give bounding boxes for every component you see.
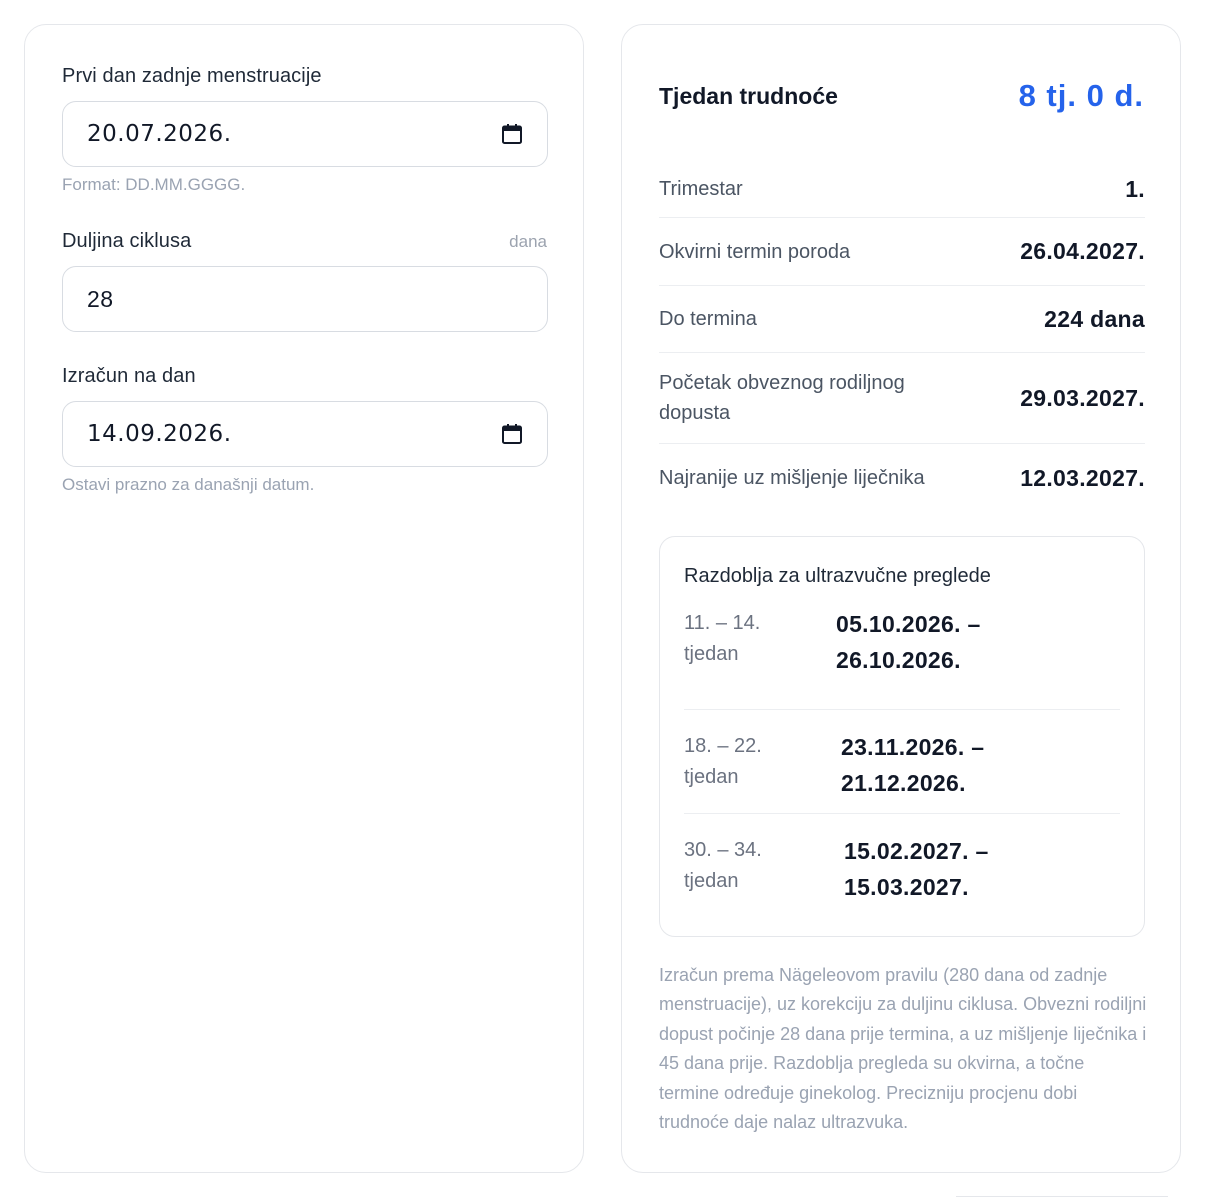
pregnancy-week-value: 8 tj. 0 d.	[1018, 78, 1144, 113]
ultrasound-dates	[844, 833, 989, 905]
result-value: 26.04.2027.	[1020, 238, 1145, 264]
result-row-leave-earliest	[659, 444, 1145, 512]
ultrasound-date-from: 05.10.2026. –	[836, 611, 981, 637]
ultrasound-periods-box	[659, 536, 1145, 937]
result-row-days-left	[659, 286, 1145, 353]
ultrasound-weeks-range: 30. – 34.	[684, 839, 762, 861]
ultrasound-dates	[841, 729, 984, 801]
calc-date-hint: Ostavi prazno za današnji datum.	[62, 475, 315, 494]
calc-date-label: Izračun na dan	[62, 365, 196, 387]
result-value: 1.	[1125, 175, 1145, 202]
calc-date-input-box[interactable]	[62, 401, 548, 467]
results-card	[621, 24, 1181, 1173]
ultrasound-date-from: 23.11.2026. –	[841, 734, 985, 760]
lmp-date-input[interactable]	[87, 121, 501, 147]
result-label: Najranije uz mišljenje liječnika	[659, 467, 925, 489]
result-row-trimester	[659, 161, 1145, 218]
cycle-unit-label: dana	[509, 232, 547, 251]
ultrasound-weeks-range: 11. – 14.	[684, 612, 761, 634]
calculation-footnote: Izračun prema Nägeleovom pravilu (280 dana od zadnje menstruacije), uz korekciju za duljinu ciklusa. Obvezni rodiljni dopust počinje 28 dana prije termina, a uz mišljenje liječnika i 45 dana prije. Razdoblja pregleda su okvirna, a točne termine određuje ginekolog. Precizniju procjenu dobi trudnoće daje nalaz ultrazvuka.	[659, 965, 1147, 1133]
calc-date-input[interactable]	[87, 421, 501, 447]
ultrasound-weeks-unit: tjedan	[684, 870, 739, 892]
ultrasound-date-to: 15.03.2027.	[844, 874, 969, 900]
input-form-card	[24, 24, 584, 1173]
pregnancy-week-label: Tjedan trudnoće	[659, 83, 838, 109]
cycle-length-label: Duljina ciklusa	[62, 230, 192, 252]
ultrasound-weeks-range: 18. – 22.	[684, 735, 762, 757]
ultrasound-weeks-unit: tjedan	[684, 766, 739, 788]
lmp-label: Prvi dan zadnje menstruacije	[62, 65, 322, 87]
ultrasound-period-row	[684, 814, 1120, 918]
ultrasound-period-row	[684, 710, 1120, 814]
calendar-icon[interactable]	[501, 123, 523, 145]
calendar-icon[interactable]	[501, 423, 523, 445]
ultrasound-weeks	[684, 729, 814, 793]
result-row-leave-start	[659, 353, 1145, 444]
ultrasound-dates	[836, 606, 981, 678]
cycle-length-input[interactable]	[87, 286, 523, 313]
ultrasound-weeks	[684, 606, 814, 670]
result-label: Trimestar	[659, 178, 743, 200]
ultrasound-date-from: 15.02.2027. –	[844, 838, 989, 864]
result-label: Početak obveznog rodiljnog dopusta	[659, 372, 905, 424]
result-row-due-date	[659, 218, 1145, 286]
result-label: Okvirni termin poroda	[659, 240, 851, 263]
lmp-format-hint: Format: DD.MM.GGGG.	[62, 175, 246, 194]
result-label: Do termina	[659, 308, 757, 330]
results-list	[659, 161, 1145, 512]
cycle-length-input-box[interactable]	[62, 266, 548, 332]
result-value: 12.03.2027.	[1020, 464, 1145, 491]
ultrasound-period-row	[684, 606, 1120, 710]
ultrasound-weeks	[684, 833, 814, 897]
lmp-date-input-box[interactable]	[62, 101, 548, 167]
result-value: 29.03.2027.	[1020, 384, 1145, 411]
result-value: 224 dana	[1044, 305, 1145, 332]
ultrasound-date-to: 26.10.2026.	[836, 647, 961, 673]
ultrasound-date-to: 21.12.2026.	[841, 770, 966, 796]
ultrasound-weeks-unit: tjedan	[684, 643, 739, 665]
ultrasound-title: Razdoblja za ultrazvučne preglede	[684, 565, 991, 587]
